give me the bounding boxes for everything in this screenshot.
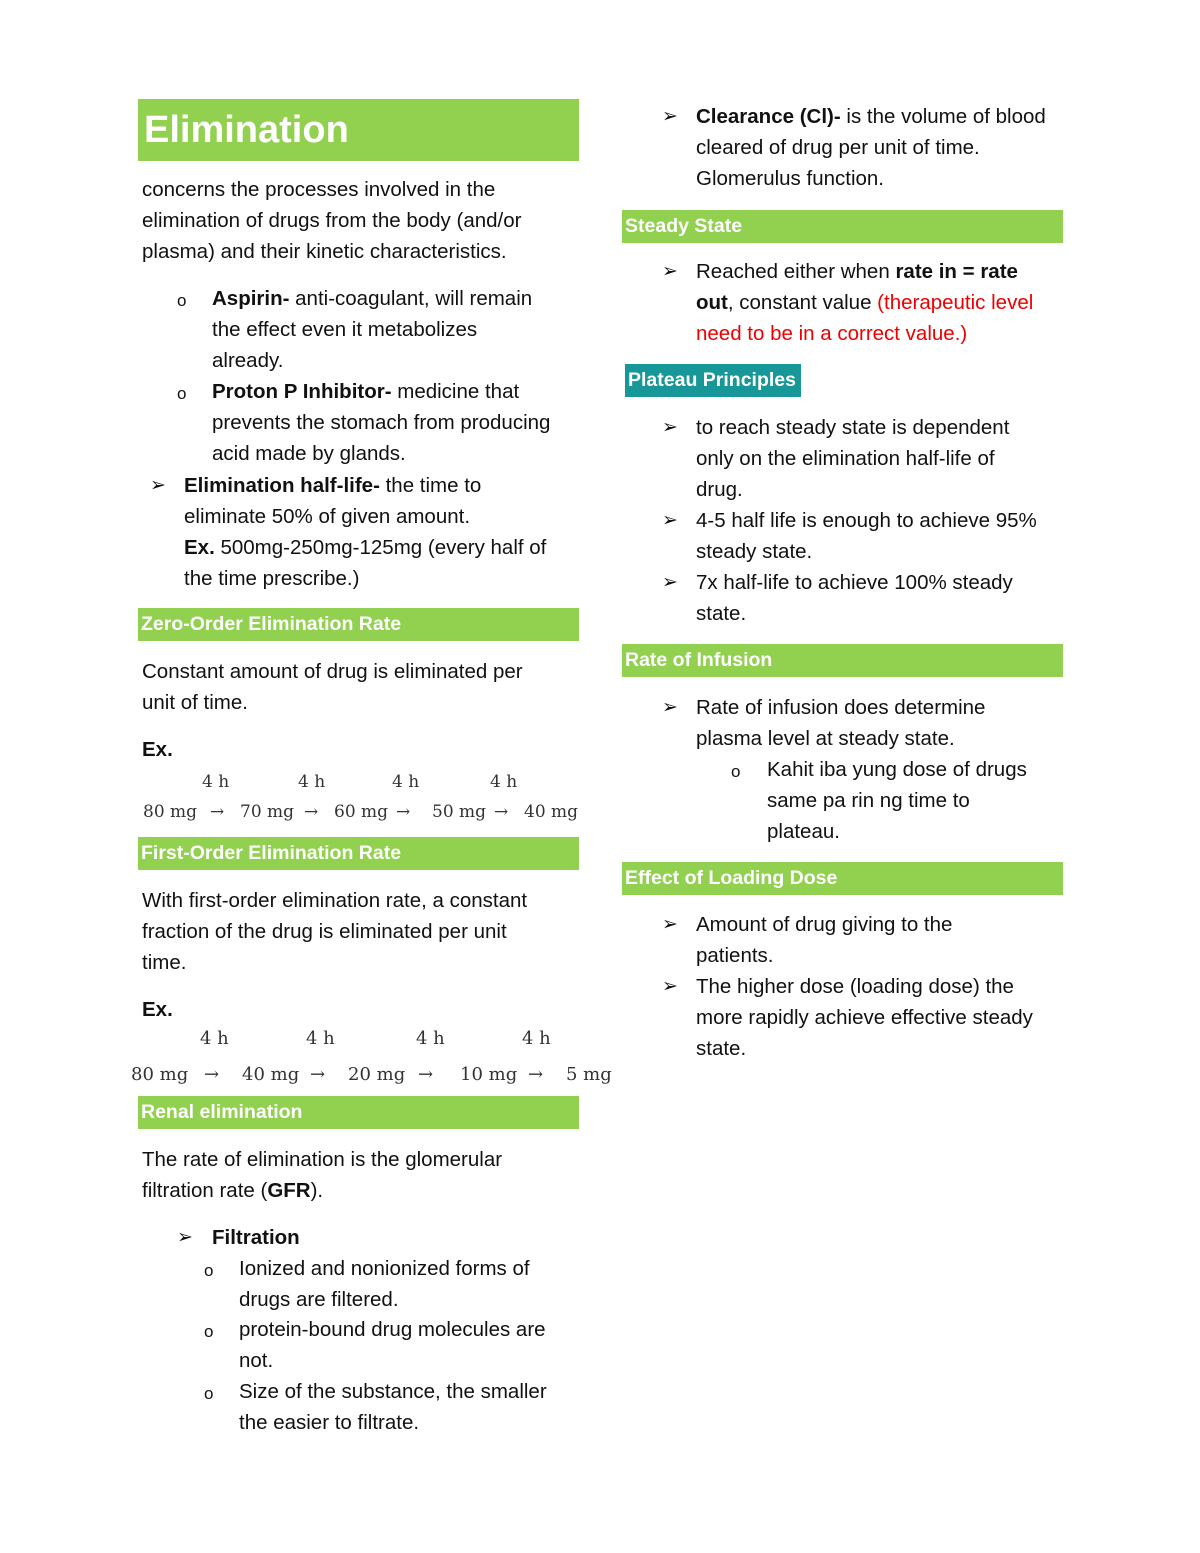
item-text: 4-5 half life is enough to achieve 95% — [696, 509, 1037, 532]
page-title: Elimination — [144, 109, 349, 151]
infusion-subitem — [767, 754, 1027, 847]
paragraph-line: With first-order elimination rate, a constant — [142, 889, 528, 912]
item-text: The higher dose (loading dose) the — [696, 975, 1014, 998]
intro-line: elimination of drugs from the body (and/or — [142, 209, 522, 232]
example-label: Ex. — [142, 998, 173, 1021]
circle-bullet-icon: o — [731, 762, 741, 781]
clearance-item — [696, 101, 1046, 194]
amount-label: 10 mg — [460, 1064, 518, 1085]
item-text: plateau. — [767, 820, 840, 843]
paragraph-line: fraction of the drug is eliminated per unit — [142, 920, 507, 943]
highlight-text: (therapeutic level — [877, 291, 1034, 314]
steady-state-item — [696, 256, 1033, 349]
arrow-bullet-icon: ➢ — [662, 261, 678, 282]
arrow-icon: → — [204, 1064, 220, 1085]
item-text: more rapidly achieve effective steady — [696, 1006, 1033, 1029]
amount-label: 80 mg — [131, 1064, 189, 1085]
section-heading-renal: Renal elimination — [138, 1096, 579, 1129]
arrow-bullet-icon: ➢ — [177, 1227, 193, 1248]
zero-order-sequence — [0, 772, 600, 832]
intro-line: concerns the processes involved in the — [142, 178, 496, 201]
item-text: prevents the stomach from producing — [212, 411, 551, 434]
item-text: to reach steady state is dependent — [696, 416, 1010, 439]
item-term: rate in = rate — [895, 260, 1018, 283]
plateau-item — [696, 567, 1013, 629]
arrow-icon: → — [396, 802, 411, 822]
section-heading-steady-state: Steady State — [622, 210, 1063, 243]
list-item-aspirin — [212, 283, 532, 376]
item-text: the time prescribe.) — [184, 567, 360, 590]
arrow-bullet-icon: ➢ — [662, 510, 678, 531]
item-text: the time to — [379, 474, 482, 497]
interval-label: 4 h — [306, 1028, 335, 1049]
arrow-icon: → — [304, 802, 319, 822]
arrow-icon: → — [210, 802, 225, 822]
paragraph-line: unit of time. — [142, 691, 248, 714]
amount-label: 40 mg — [524, 802, 579, 822]
interval-label: 4 h — [392, 772, 420, 792]
renal-paragraph — [142, 1144, 502, 1206]
interval-label: 4 h — [490, 772, 518, 792]
arrow-bullet-icon: ➢ — [662, 914, 678, 935]
item-text: anti-coagulant, will remain — [289, 287, 533, 310]
item-text: the easier to filtrate. — [239, 1411, 420, 1434]
item-text: Ionized and nonionized forms of — [239, 1257, 530, 1280]
zero-order-paragraph — [142, 656, 523, 718]
paragraph-text: ). — [310, 1179, 324, 1202]
item-text: Glomerulus function. — [696, 167, 885, 190]
item-text: is the volume of blood — [840, 105, 1046, 128]
first-order-sequence — [0, 1028, 612, 1092]
item-text: Kahit iba yung dose of drugs — [767, 758, 1027, 781]
item-text: not. — [239, 1349, 274, 1372]
item-text: medicine that — [391, 380, 520, 403]
item-text: state. — [696, 1037, 747, 1060]
item-text: eliminate 50% of given amount. — [184, 505, 471, 528]
item-text: 7x half-life to achieve 100% steady — [696, 571, 1013, 594]
loading-item — [696, 909, 952, 971]
interval-label: 4 h — [298, 772, 326, 792]
title-banner — [138, 99, 579, 161]
item-text: Reached either when — [696, 260, 896, 283]
item-text: Size of the substance, the smaller — [239, 1380, 547, 1403]
item-term: Elimination half-life- — [184, 474, 380, 497]
list-item-half-life — [184, 470, 546, 594]
item-text: acid made by glands. — [212, 442, 406, 465]
amount-label: 60 mg — [334, 802, 389, 822]
item-text: 500mg-250mg-125mg (every half of — [214, 536, 547, 559]
gfr-term: GFR — [267, 1179, 311, 1202]
filtration-label: Filtration — [212, 1226, 300, 1249]
paragraph-line: time. — [142, 951, 187, 974]
amount-label: 5 mg — [566, 1064, 612, 1085]
section-heading-first-order: First-Order Elimination Rate — [138, 837, 579, 870]
circle-bullet-icon: o — [204, 1261, 214, 1280]
circle-bullet-icon: o — [177, 384, 187, 403]
circle-bullet-icon: o — [204, 1322, 214, 1341]
item-text: state. — [696, 602, 747, 625]
section-heading-plateau: Plateau Principles — [625, 364, 801, 397]
arrow-icon: → — [528, 1064, 544, 1085]
example-label: Ex. — [142, 738, 173, 761]
item-text: plasma level at steady state. — [696, 727, 955, 750]
amount-label: 40 mg — [242, 1064, 300, 1085]
plateau-item — [696, 505, 1037, 567]
paragraph-line: The rate of elimination is the glomerular — [142, 1148, 503, 1171]
list-item-proton — [212, 376, 550, 469]
amount-label: 50 mg — [432, 802, 487, 822]
first-order-paragraph — [142, 885, 527, 978]
arrow-icon: → — [494, 802, 509, 822]
item-term: Clearance (Cl)- — [696, 105, 841, 128]
item-term: out — [696, 291, 728, 314]
section-heading-zero-order: Zero-Order Elimination Rate — [138, 608, 579, 641]
paragraph-line: Constant amount of drug is eliminated per — [142, 660, 523, 683]
item-text: , constant value — [727, 291, 878, 314]
interval-label: 4 h — [522, 1028, 551, 1049]
arrow-bullet-icon: ➢ — [662, 106, 678, 127]
item-text: only on the elimination half-life of — [696, 447, 995, 470]
item-text: the effect even it metabolizes — [212, 318, 478, 341]
amount-label: 70 mg — [240, 802, 295, 822]
amount-label: 80 mg — [143, 802, 198, 822]
interval-label: 4 h — [202, 772, 230, 792]
interval-label: 4 h — [200, 1028, 229, 1049]
plateau-item — [696, 412, 1009, 505]
item-term: Proton P Inhibitor- — [212, 380, 392, 403]
arrow-bullet-icon: ➢ — [150, 475, 166, 496]
arrow-icon: → — [418, 1064, 434, 1085]
example-label: Ex. — [184, 536, 215, 559]
arrow-bullet-icon: ➢ — [662, 697, 678, 718]
arrow-icon: → — [310, 1064, 326, 1085]
item-text: Rate of infusion does determine — [696, 696, 986, 719]
arrow-bullet-icon: ➢ — [662, 976, 678, 997]
circle-bullet-icon: o — [204, 1384, 214, 1403]
section-heading-loading-dose: Effect of Loading Dose — [622, 862, 1063, 895]
amount-label: 20 mg — [348, 1064, 406, 1085]
item-text: protein-bound drug molecules are — [239, 1318, 546, 1341]
item-text: steady state. — [696, 540, 813, 563]
item-text: drugs are filtered. — [239, 1288, 399, 1311]
circle-bullet-icon: o — [177, 291, 187, 310]
list-item — [239, 1253, 530, 1315]
interval-label: 4 h — [416, 1028, 445, 1049]
item-text: same pa rin ng time to — [767, 789, 970, 812]
intro-line: plasma) and their kinetic characteristics. — [142, 240, 507, 263]
item-text: already. — [212, 349, 284, 372]
arrow-bullet-icon: ➢ — [662, 572, 678, 593]
item-term: Aspirin- — [212, 287, 290, 310]
item-text: patients. — [696, 944, 774, 967]
item-text: cleared of drug per unit of time. — [696, 136, 980, 159]
item-text: drug. — [696, 478, 743, 501]
paragraph-text: filtration rate ( — [142, 1179, 268, 1202]
infusion-item — [696, 692, 985, 754]
section-heading-infusion: Rate of Infusion — [622, 644, 1063, 677]
item-text: Amount of drug giving to the — [696, 913, 953, 936]
list-item — [239, 1376, 547, 1438]
intro-paragraph — [142, 174, 521, 267]
highlight-text: need to be in a correct value.) — [696, 322, 968, 345]
list-item — [239, 1314, 546, 1376]
arrow-bullet-icon: ➢ — [662, 417, 678, 438]
loading-item — [696, 971, 1033, 1064]
